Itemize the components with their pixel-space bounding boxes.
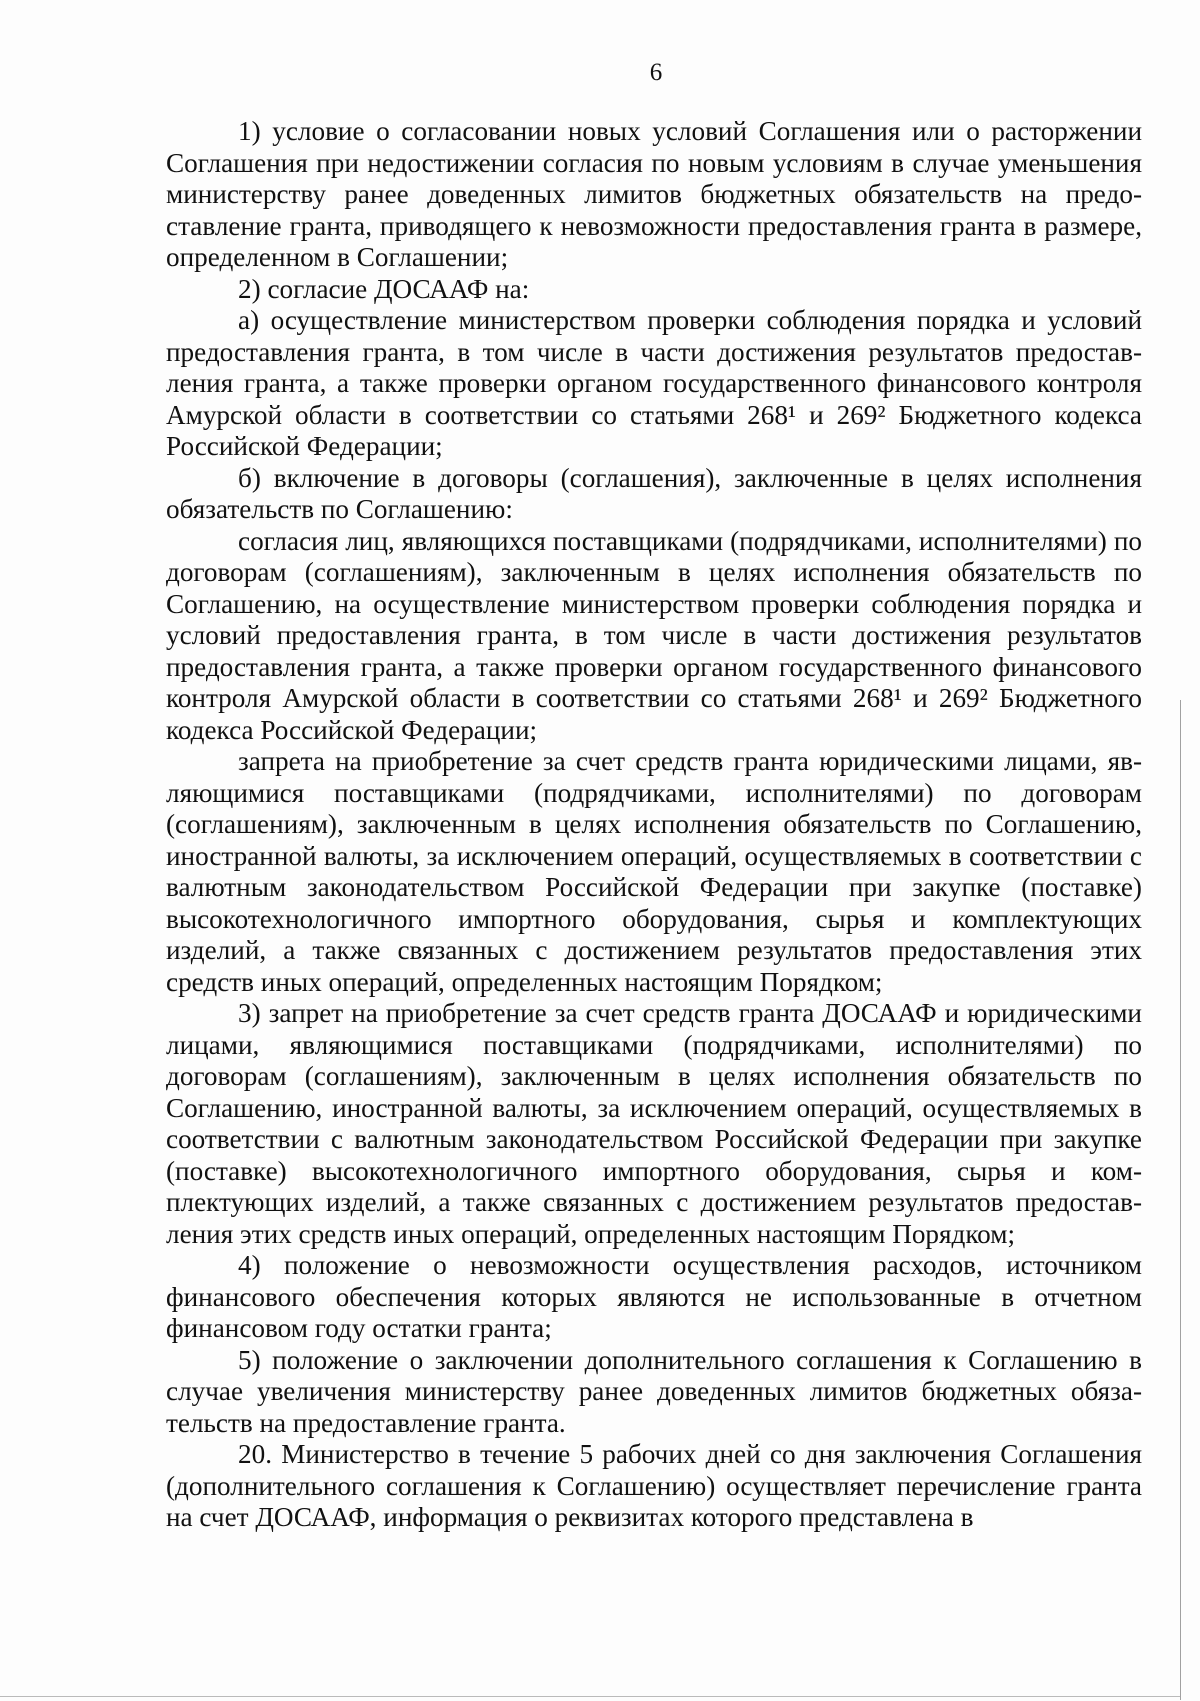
paragraph-supplier-consent: согласия лиц, являющихся поставщиками (подрядчиками, исполнителями) по договорам (соглашениям), заключенным в целях исполнения обязательств по Соглашению, на осуществление министерством проверки соблюдения порядка и условий предоставления гранта, в том числе в части достижения результатов предоставления гранта, а также проверки органом государственного финансового контроля Амурской области в соответствии со статьями 268¹ и 269² Бюджетного кодекса Российской Федерации; [166,525,1142,745]
paragraph-provision-4: 4) положение о невозможности осуществления расходов, источником финансового обеспечения которых являются не использованные в отчетном финансовом году остатки гранта; [166,1250,1142,1343]
scan-edge-bottom [0,1696,1180,1697]
paragraph-consent-2a: а) осуществление министерством проверки соблюдения порядка и условий предоставления гранта, в том числе в части достижения результатов предоставления гранта, а также проверки органом государственного финансового контроля Амурской области в соответствии со статьями 268¹ и 269² Бюджетного кодекса Российской Федерации; [166,305,1142,461]
scan-edge-right [1180,700,1181,1700]
paragraph-ban-3: 3) запрет на приобретение за счет средств гранта ДОСААФ и юридическими лицами, являющимися поставщиками (подрядчиками, исполнителями) по договорам (соглашениям), заключенным в целях исполнения обязательств по Соглашению, иностранной валюты, за исключением операций, осуществляемых в соответствии с валютным законодательством Российской Федерации при закупке (поставке) высокотехнологичного импортного оборудования, сырья и комплектующих изделий, а также связанных с достижением результатов предоставления этих средств иных операций, определенных настоящим Порядком; [166,998,1142,1249]
paragraph-condition-1: 1) условие о согласовании новых условий Соглашения или о расторжении Соглашения при недостижении согласия по новым условиям в случае уменьшения министерству ранее доведенных лимитов бюджетных обязательств на предоставление гранта, приводящего к невозможности предоставления гранта в размере, определенном в Соглашении; [166,116,1142,272]
page-number: 6 [649,59,663,86]
paragraph-consent-2b: б) включение в договоры (соглашения), заключенные в целях исполнения обязательств по Соглашению: [166,462,1142,524]
paragraph-item-20: 20. Министерство в течение 5 рабочих дней со дня заключения Соглашения (дополнительного соглашения к Соглашению) осуществляет перечисление гранта на счет ДОСААФ, информация о реквизитах которого представлена в [166,1439,1142,1532]
paragraph-currency-ban: запрета на приобретение за счет средств гранта юридическими лицами, являющимися поставщиками (подрядчиками, исполнителями) по договорам (соглашениям), заключенным в целях исполнения обязательств по Соглашению, иностранной валюты, за исключением операций, осуществляемых в соответствии с валютным законодательством Российской Федерации при закупке (поставке) высокотехнологичного импортного оборудования, сырья и комплектующих изделий, а также связанных с достижением результатов предоставления этих средств иных операций, определенных настоящим Порядком; [166,746,1142,997]
document-body [166,116,1142,1534]
paragraph-provision-5: 5) положение о заключении дополнительного соглашения к Соглашению в случае увеличения министерству ранее доведенных лимитов бюджетных обязательств на предоставление гранта. [166,1344,1142,1438]
paragraph-consent-2: 2) согласие ДОСААФ на: [238,273,530,304]
